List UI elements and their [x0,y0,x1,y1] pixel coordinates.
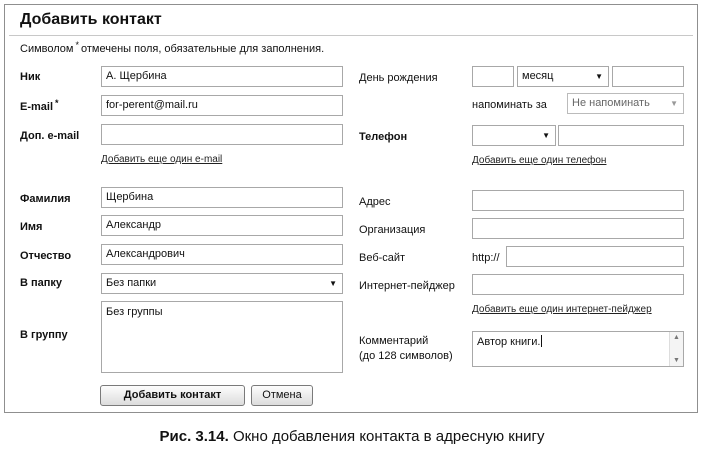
phone-number-input[interactable] [558,125,684,146]
cancel-button[interactable]: Отмена [251,385,313,406]
email-required-mark: * [55,98,59,108]
comment-text: Автор книги. [477,336,541,348]
chevron-down-icon: ▼ [542,131,550,140]
comment-limit-label: (до 128 символов) [359,350,453,362]
comment-scrollbar[interactable] [669,332,683,366]
add-contact-button[interactable]: Добавить контакт [100,385,245,406]
required-note [20,40,325,55]
figure-caption-text: Окно добавления контакта в адресную книгу [232,428,545,445]
required-mark: * [75,40,79,50]
nick-input[interactable]: А. Щербина [101,66,343,87]
figure-caption [0,428,704,445]
website-label: Веб-сайт [359,252,406,264]
comment-label: Комментарий [359,335,429,347]
figure-number: Рис. 3.14. [159,428,229,445]
folder-select-value: Без папки [106,277,157,289]
organization-input[interactable] [472,218,684,239]
alt-email-label: Доп. e-mail [20,130,80,142]
patronymic-input[interactable]: Александрович [101,244,343,265]
patronymic-label: Отчество [20,250,72,262]
address-label: Адрес [359,196,391,208]
email-label [20,98,61,113]
group-label: В группу [20,329,68,341]
dialog-title: Добавить контакт [20,11,162,28]
website-prefix: http:// [472,252,500,264]
scroll-down-icon[interactable]: ▼ [673,357,680,364]
nick-label: Ник [20,71,41,83]
add-contact-dialog [4,4,698,413]
chevron-down-icon: ▼ [595,72,603,81]
add-pager-link[interactable]: Добавить еще один интернет-пейджер [472,304,652,315]
title-divider [9,35,693,36]
birthday-month-select[interactable] [517,66,609,87]
name-label: Имя [20,221,43,233]
alt-email-input[interactable] [101,124,343,145]
surname-input[interactable]: Щербина [101,187,343,208]
remind-label: напоминать за [472,99,547,111]
group-list-item[interactable]: Без группы [106,306,163,318]
email-input[interactable]: for-perent@mail.ru [101,95,343,116]
birthday-year-input[interactable] [612,66,684,87]
text-caret [541,335,542,347]
phone-type-select[interactable] [472,125,556,146]
website-input[interactable] [506,246,684,267]
group-list[interactable] [101,301,343,373]
remind-select-value: Не напоминать [572,97,650,109]
birthday-day-input[interactable] [472,66,514,87]
chevron-down-icon: ▼ [329,279,337,288]
scroll-up-icon[interactable]: ▲ [673,334,680,341]
required-note-suffix: отмечены поля, обязательные для заполнения. [81,43,325,55]
phone-label: Телефон [359,131,408,143]
folder-select[interactable] [101,273,343,294]
folder-label: В папку [20,277,63,289]
birthday-label: День рождения [359,72,438,84]
chevron-down-icon: ▼ [670,99,678,108]
surname-label: Фамилия [20,193,71,205]
required-note-prefix: Символом [20,43,74,55]
email-label-text: E-mail [20,101,54,113]
birthday-month-value: месяц [522,70,554,82]
add-email-link[interactable]: Добавить еще один e-mail [101,154,223,165]
add-phone-link[interactable]: Добавить еще один телефон [472,155,607,166]
name-input[interactable]: Александр [101,215,343,236]
address-input[interactable] [472,190,684,211]
pager-input[interactable] [472,274,684,295]
comment-textarea[interactable] [472,331,684,367]
organization-label: Организация [359,224,426,236]
remind-select[interactable] [567,93,684,114]
pager-label: Интернет-пейджер [359,280,455,292]
